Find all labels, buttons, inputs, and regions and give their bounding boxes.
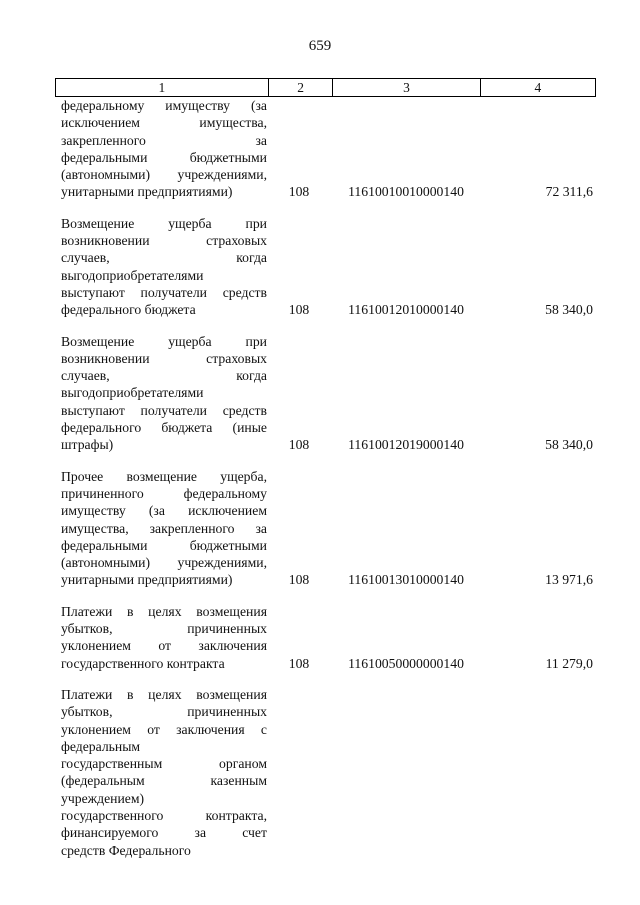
row-admin-code: 108 bbox=[288, 572, 310, 588]
row-kbk-code: 11610012010000140 bbox=[348, 302, 464, 318]
table-row bbox=[55, 215, 596, 319]
row-admin-code: 108 bbox=[288, 302, 310, 318]
description-line: федеральными бюджетными bbox=[61, 537, 267, 553]
row-description bbox=[55, 468, 267, 589]
table-row bbox=[55, 686, 596, 859]
row-kbk-code: 11610050000000140 bbox=[348, 655, 464, 671]
description-line: имуществу (за исключением bbox=[61, 503, 267, 519]
row-admin-code: 108 bbox=[288, 655, 310, 671]
description-line: средств Федерального bbox=[61, 842, 191, 858]
row-admin-code: 108 bbox=[288, 184, 310, 200]
row-amount: 58 340,0 bbox=[545, 302, 593, 318]
column-header-3: 3 bbox=[333, 79, 480, 96]
description-line: имущества, закрепленного за bbox=[61, 520, 267, 536]
table-row bbox=[55, 603, 596, 672]
column-header-1: 1 bbox=[56, 79, 269, 96]
table-row bbox=[55, 468, 596, 589]
column-header-4: 4 bbox=[534, 80, 542, 95]
description-line: выступают получатели средств bbox=[61, 284, 267, 300]
description-line: государственного контракта, bbox=[61, 807, 267, 823]
row-amount: 13 971,6 bbox=[545, 572, 593, 588]
description-line: федеральными бюджетными bbox=[61, 149, 267, 165]
description-line: федерального бюджета (иные bbox=[61, 420, 267, 436]
row-description bbox=[55, 97, 267, 201]
table-row bbox=[55, 333, 596, 454]
row-description bbox=[55, 215, 267, 319]
row-kbk-code: 11610013010000140 bbox=[348, 572, 464, 588]
budget-table bbox=[55, 78, 596, 859]
description-line: (автономными) учреждениями, bbox=[61, 555, 267, 571]
description-line: исключением имущества, bbox=[61, 115, 267, 131]
description-line: уклонением от заключения bbox=[61, 638, 267, 654]
description-line: выгодоприобретателями bbox=[61, 267, 204, 283]
description-line: случаев, когда bbox=[61, 250, 267, 266]
description-line: Платежи в целях возмещения bbox=[61, 686, 267, 702]
description-line: уклонением от заключения с bbox=[61, 721, 267, 737]
description-line: Возмещение ущерба при bbox=[61, 333, 267, 349]
description-line: возникновении страховых bbox=[61, 233, 267, 249]
table-header bbox=[55, 78, 596, 97]
row-admin-code: 108 bbox=[288, 437, 310, 453]
table-row bbox=[55, 97, 596, 201]
description-line: (автономными) учреждениями, bbox=[61, 167, 267, 183]
description-line: убытков, причиненных bbox=[61, 704, 267, 720]
description-line: государственного контракта bbox=[61, 655, 225, 671]
description-line: случаев, когда bbox=[61, 368, 267, 384]
page-number: 659 bbox=[308, 38, 332, 54]
row-kbk-code: 11610012019000140 bbox=[348, 437, 464, 453]
description-line: федеральным bbox=[61, 738, 141, 754]
description-line: федеральному имуществу (за bbox=[61, 98, 267, 113]
description-line: возникновении страховых bbox=[61, 350, 267, 366]
row-amount: 58 340,0 bbox=[545, 437, 593, 453]
description-line: государственным органом bbox=[61, 756, 267, 772]
row-description bbox=[55, 333, 267, 454]
description-line: Прочее возмещение ущерба, bbox=[61, 468, 267, 484]
table-body bbox=[55, 97, 596, 859]
row-amount: 72 311,6 bbox=[545, 184, 593, 200]
description-line: закрепленного за bbox=[61, 132, 267, 148]
row-description bbox=[55, 686, 267, 859]
description-line: федерального бюджета bbox=[61, 302, 196, 318]
description-line: финансируемого за счет bbox=[61, 825, 267, 841]
description-line: причиненного федеральному bbox=[61, 485, 267, 501]
description-line: убытков, причиненных bbox=[61, 621, 267, 637]
row-amount: 11 279,0 bbox=[545, 655, 593, 671]
description-line: учреждением) bbox=[61, 790, 145, 806]
column-header-2: 2 bbox=[269, 79, 334, 96]
description-line: унитарными предприятиями) bbox=[61, 572, 233, 588]
description-line: выступают получатели средств bbox=[61, 402, 267, 418]
description-line: (федеральным казенным bbox=[61, 773, 267, 789]
description-line: Возмещение ущерба при bbox=[61, 215, 267, 231]
description-line: выгодоприобретателями bbox=[61, 385, 204, 401]
description-line: Платежи в целях возмещения bbox=[61, 603, 267, 619]
row-kbk-code: 11610010010000140 bbox=[348, 184, 464, 200]
description-line: унитарными предприятиями) bbox=[61, 184, 233, 200]
row-description bbox=[55, 603, 267, 672]
description-line: штрафы) bbox=[61, 437, 114, 453]
